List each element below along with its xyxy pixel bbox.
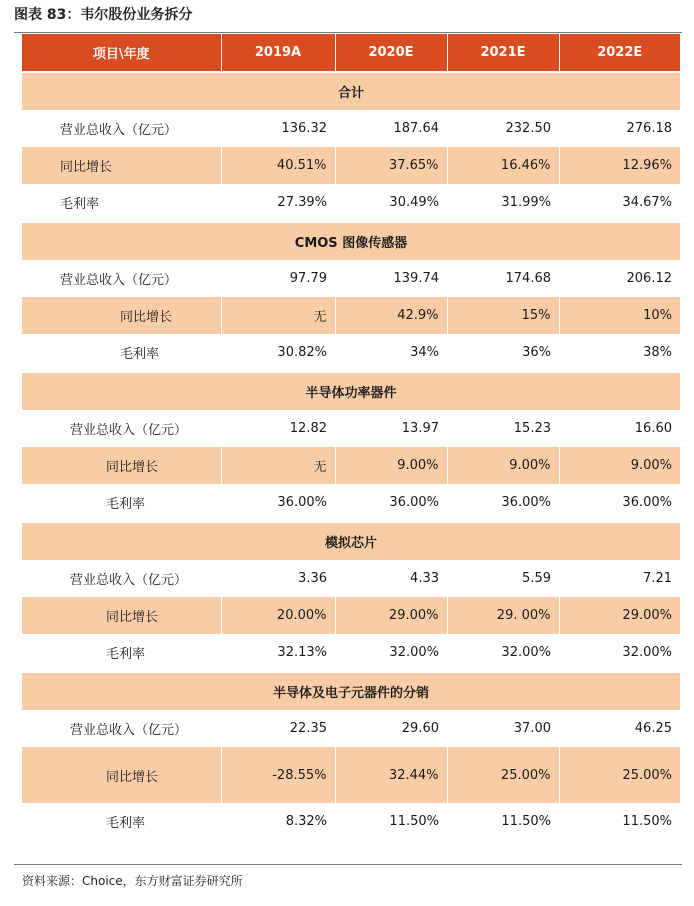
cell-value: 32.00% xyxy=(622,645,672,660)
cell-value: 10% xyxy=(559,297,680,334)
cell-value: 34% xyxy=(410,345,439,360)
row-label: 毛利率 xyxy=(106,497,146,512)
section-title: 模拟芯片 xyxy=(22,522,680,560)
cell-value: 174.68 xyxy=(505,271,551,286)
table-row xyxy=(22,410,680,447)
cell-value: 12.82 xyxy=(289,421,327,436)
cell-value: 36.00% xyxy=(622,495,672,510)
row-label: 营业总收入（亿元） xyxy=(60,123,178,138)
cell-value: 42.9% xyxy=(335,297,447,334)
section-title: 半导体及电子元器件的分销 xyxy=(22,672,680,710)
table-row xyxy=(22,184,680,222)
cell-value: 29.60 xyxy=(401,721,439,736)
cell-value: 32.13% xyxy=(277,645,327,660)
cell-value: 37.65% xyxy=(335,147,447,184)
cell-value: -28.55% xyxy=(221,747,335,803)
header-cell-item-year: 项目\年度 xyxy=(22,34,221,72)
section-title: 半导体功率器件 xyxy=(22,372,680,410)
section-title: 合计 xyxy=(22,72,680,110)
cell-value: 97.79 xyxy=(289,271,327,286)
cell-value: 38% xyxy=(643,345,672,360)
cell-value: 11.50% xyxy=(622,814,672,829)
row-label: 营业总收入（亿元） xyxy=(60,273,178,288)
cell-value: 31.99% xyxy=(501,195,551,210)
row-label: 毛利率 xyxy=(106,647,146,662)
cell-value: 9.00% xyxy=(447,447,559,484)
cell-value: 9.00% xyxy=(335,447,447,484)
row-label: 同比增长 xyxy=(22,597,221,634)
row-label: 营业总收入（亿元） xyxy=(70,723,188,738)
row-label: 营业总收入（亿元） xyxy=(70,423,188,438)
cell-value: 13.97 xyxy=(401,421,439,436)
cell-value: 32.00% xyxy=(501,645,551,660)
cell-value: 46.25 xyxy=(634,721,672,736)
table-row xyxy=(22,334,680,372)
cell-value: 16.46% xyxy=(447,147,559,184)
cell-value: 无 xyxy=(221,297,335,334)
cell-value: 3.36 xyxy=(298,571,327,586)
header-cell-2022e: 2022E xyxy=(559,34,680,72)
cell-value: 22.35 xyxy=(289,721,327,736)
row-label: 毛利率 xyxy=(60,197,100,212)
section-row-cmos xyxy=(22,222,680,260)
table-row xyxy=(22,597,680,634)
cell-value: 32.44% xyxy=(335,747,447,803)
cell-value: 15% xyxy=(447,297,559,334)
cell-value: 8.32% xyxy=(285,814,327,829)
header-cell-2020e: 2020E xyxy=(335,34,447,72)
cell-value: 30.49% xyxy=(389,195,439,210)
cell-value: 27.39% xyxy=(277,195,327,210)
cell-value: 32.00% xyxy=(389,645,439,660)
table-row xyxy=(22,803,680,840)
cell-value: 34.67% xyxy=(622,195,672,210)
cell-value: 36.00% xyxy=(277,495,327,510)
section-row-analog-chips xyxy=(22,522,680,560)
table-row xyxy=(22,297,680,334)
section-row-power-devices xyxy=(22,372,680,410)
cell-value: 11.50% xyxy=(501,814,551,829)
header-row xyxy=(22,34,680,72)
table-row xyxy=(22,260,680,297)
row-label: 毛利率 xyxy=(120,347,160,362)
section-title: CMOS 图像传感器 xyxy=(22,222,680,260)
cell-value: 36.00% xyxy=(501,495,551,510)
table-row xyxy=(22,147,680,184)
cell-value: 11.50% xyxy=(389,814,439,829)
cell-value: 7.21 xyxy=(643,571,672,586)
cell-value: 29.00% xyxy=(335,597,447,634)
row-label: 同比增长 xyxy=(22,447,221,484)
cell-value: 4.33 xyxy=(410,571,439,586)
cell-value: 36% xyxy=(522,345,551,360)
cell-value: 36.00% xyxy=(389,495,439,510)
cell-value: 276.18 xyxy=(626,121,672,136)
cell-value: 5.59 xyxy=(522,571,551,586)
cell-value: 30.82% xyxy=(277,345,327,360)
cell-value: 29. 00% xyxy=(447,597,559,634)
section-row-total xyxy=(22,72,680,110)
row-label: 同比增长 xyxy=(22,147,221,184)
cell-value: 206.12 xyxy=(626,271,672,286)
cell-value: 37.00 xyxy=(513,721,551,736)
cell-value: 136.32 xyxy=(281,121,327,136)
cell-value: 12.96% xyxy=(559,147,680,184)
cell-value: 无 xyxy=(221,447,335,484)
table-row xyxy=(22,560,680,597)
header-cell-2019a: 2019A xyxy=(221,34,335,72)
section-row-distribution xyxy=(22,672,680,710)
cell-value: 20.00% xyxy=(221,597,335,634)
cell-value: 15.23 xyxy=(513,421,551,436)
row-label: 同比增长 xyxy=(22,747,221,803)
cell-value: 9.00% xyxy=(559,447,680,484)
title-divider xyxy=(14,32,682,33)
cell-value: 29.00% xyxy=(559,597,680,634)
table-row xyxy=(22,710,680,747)
cell-value: 25.00% xyxy=(559,747,680,803)
cell-value: 40.51% xyxy=(221,147,335,184)
row-label: 同比增长 xyxy=(22,297,221,334)
table-row xyxy=(22,484,680,522)
footer-divider xyxy=(14,864,682,865)
figure-title: 图表 83：韦尔股份业务拆分 xyxy=(14,7,193,23)
cell-value: 16.60 xyxy=(634,421,672,436)
table-row xyxy=(22,747,680,803)
source-note: 资料来源：Choice，东方财富证券研究所 xyxy=(22,874,243,888)
table-row xyxy=(22,110,680,147)
header-cell-2021e: 2021E xyxy=(447,34,559,72)
table-row xyxy=(22,634,680,672)
cell-value: 139.74 xyxy=(393,271,439,286)
cell-value: 187.64 xyxy=(393,121,439,136)
business-breakdown-table xyxy=(22,34,680,840)
table-row xyxy=(22,447,680,484)
row-label: 营业总收入（亿元） xyxy=(70,573,188,588)
cell-value: 232.50 xyxy=(505,121,551,136)
row-label: 毛利率 xyxy=(106,816,146,831)
cell-value: 25.00% xyxy=(447,747,559,803)
